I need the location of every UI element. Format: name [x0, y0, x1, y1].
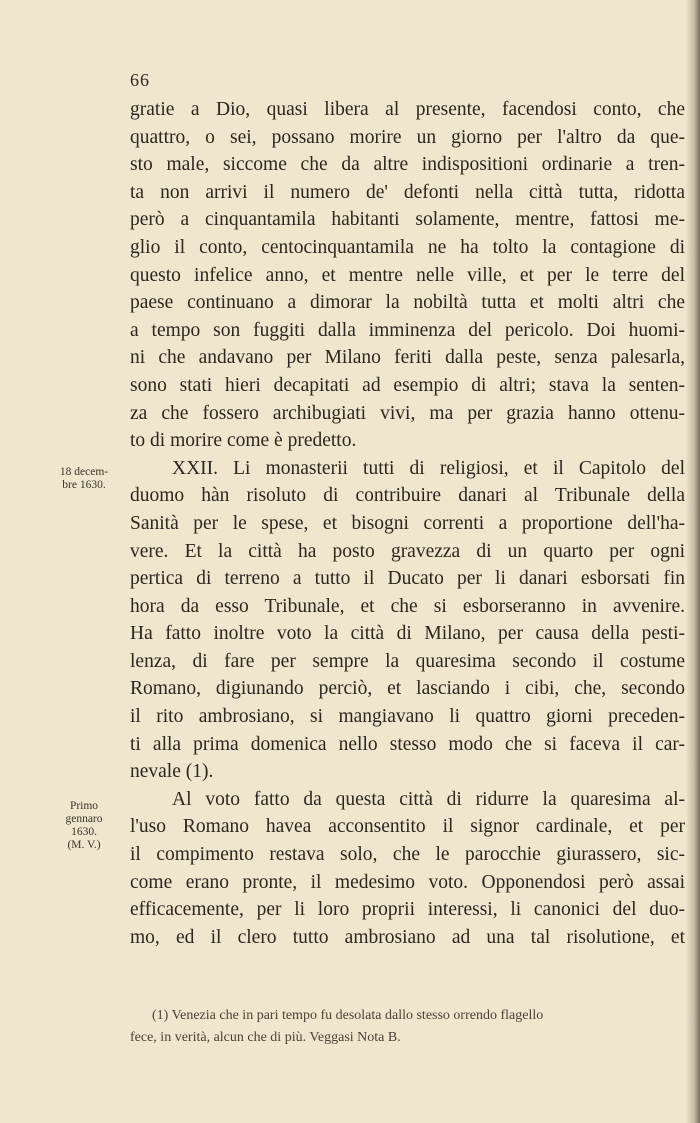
text-line: Romano, digiunando perciò, et lasciando i cibi, che, secondo	[130, 678, 685, 700]
text-line: to di morire come è predetto.	[130, 430, 357, 452]
text-line: mo, ed il clero tutto ambrosiano ad una tal risolutione, et	[130, 926, 685, 948]
footnote-line: (1) Venezia che in pari tempo fu desolata dallo stesso orrendo flagello	[152, 1008, 544, 1023]
text-line: vere. Et la città ha posto gravezza di un quarto per ogni	[130, 540, 685, 562]
text-line: ni che andavano per Milano feriti dalla peste, senza palesarla,	[130, 347, 685, 369]
text-line: quattro, o sei, possano morire un giorno per l'altro da que-	[130, 126, 685, 148]
text-line: a tempo son fuggiti dalla imminenza del pericolo. Doi huomi-	[130, 319, 685, 341]
text-line: il compimento restava solo, che le parocchie giurassero, sic-	[130, 844, 685, 866]
text-line: però a cinquantamila habitanti solamente, mentre, fattosi me-	[130, 209, 685, 231]
text-line: glio il conto, centocinquantamila ne ha tolto la contagione di	[130, 236, 685, 258]
text-line: paese continuano a dimorar la nobiltà tutta et molti altri che	[130, 292, 685, 314]
text-line: nevale (1).	[130, 761, 214, 783]
page-edge-shadow	[686, 0, 700, 1123]
paragraph-start-line: Al voto fatto da questa città di ridurre la quaresima al-	[172, 788, 685, 810]
text-line: hora da esso Tribunale, et che si esborseranno in avvenire.	[130, 595, 685, 617]
margin-note-line: gennaro	[65, 813, 103, 825]
text-line: come erano pronte, il medesimo voto. Opponendosi però assai	[130, 871, 685, 893]
text-line: gratie a Dio, quasi libera al presente, facendosi conto, che	[130, 99, 685, 120]
text-line: l'uso Romano havea acconsentito il signor cardinale, et per	[130, 816, 685, 838]
text-line: efficacemente, per li loro proprii interessi, li canonici del duo-	[130, 899, 685, 921]
footnote	[130, 1005, 682, 1049]
text-line: sto male, siccome che da altre indispositioni ordinarie a tren-	[130, 154, 685, 176]
section-start-line: XXII. Li monasterii tutti di religiosi, et il Capitolo del	[172, 457, 685, 479]
text-line: pertica di terreno a tutto il Ducato per li danari esborsati fin	[130, 568, 685, 590]
margin-note-january	[44, 800, 124, 852]
text-line: duomo hàn risoluto di contribuire danari al Tribunale della	[130, 485, 685, 507]
margin-note-december	[44, 466, 124, 492]
text-line: za che fossero archibugiati vivi, ma per grazia hanno ottenu-	[130, 402, 685, 424]
text-line: Ha fatto inoltre voto la città di Milano, per causa della pesti-	[130, 623, 685, 645]
margin-note-line: Primo	[69, 800, 99, 812]
text-line: sono stati hieri decapitati ad esempio di altri; stava la senten-	[130, 374, 685, 396]
page-number: 66	[130, 70, 150, 90]
text-line: ti alla prima domenica nello stesso modo che si faceva il car-	[130, 733, 685, 755]
body-text	[130, 96, 685, 951]
text-line: questo infelice anno, et mentre nelle ville, et per le terre del	[130, 264, 685, 286]
footnote-line: fece, in verità, alcun che di più. Veggasi Nota B.	[130, 1030, 401, 1045]
text-line: lenza, di fare per sempre la quaresima secondo il costume	[130, 650, 685, 672]
margin-note-line: 18 decem-	[59, 466, 109, 478]
margin-note-line: (M. V.)	[67, 839, 101, 851]
text-line: Sanità per le spese, et bisogni correnti a proportione dell'ha-	[130, 512, 685, 534]
margin-note-line: 1630.	[71, 826, 97, 838]
text-line: il rito ambrosiano, si mangiavano li quattro giorni preceden-	[130, 706, 685, 728]
text-line: ta non arrivi il numero de' defonti nella città tutta, ridotta	[130, 181, 685, 203]
margin-note-line: bre 1630.	[62, 479, 106, 491]
